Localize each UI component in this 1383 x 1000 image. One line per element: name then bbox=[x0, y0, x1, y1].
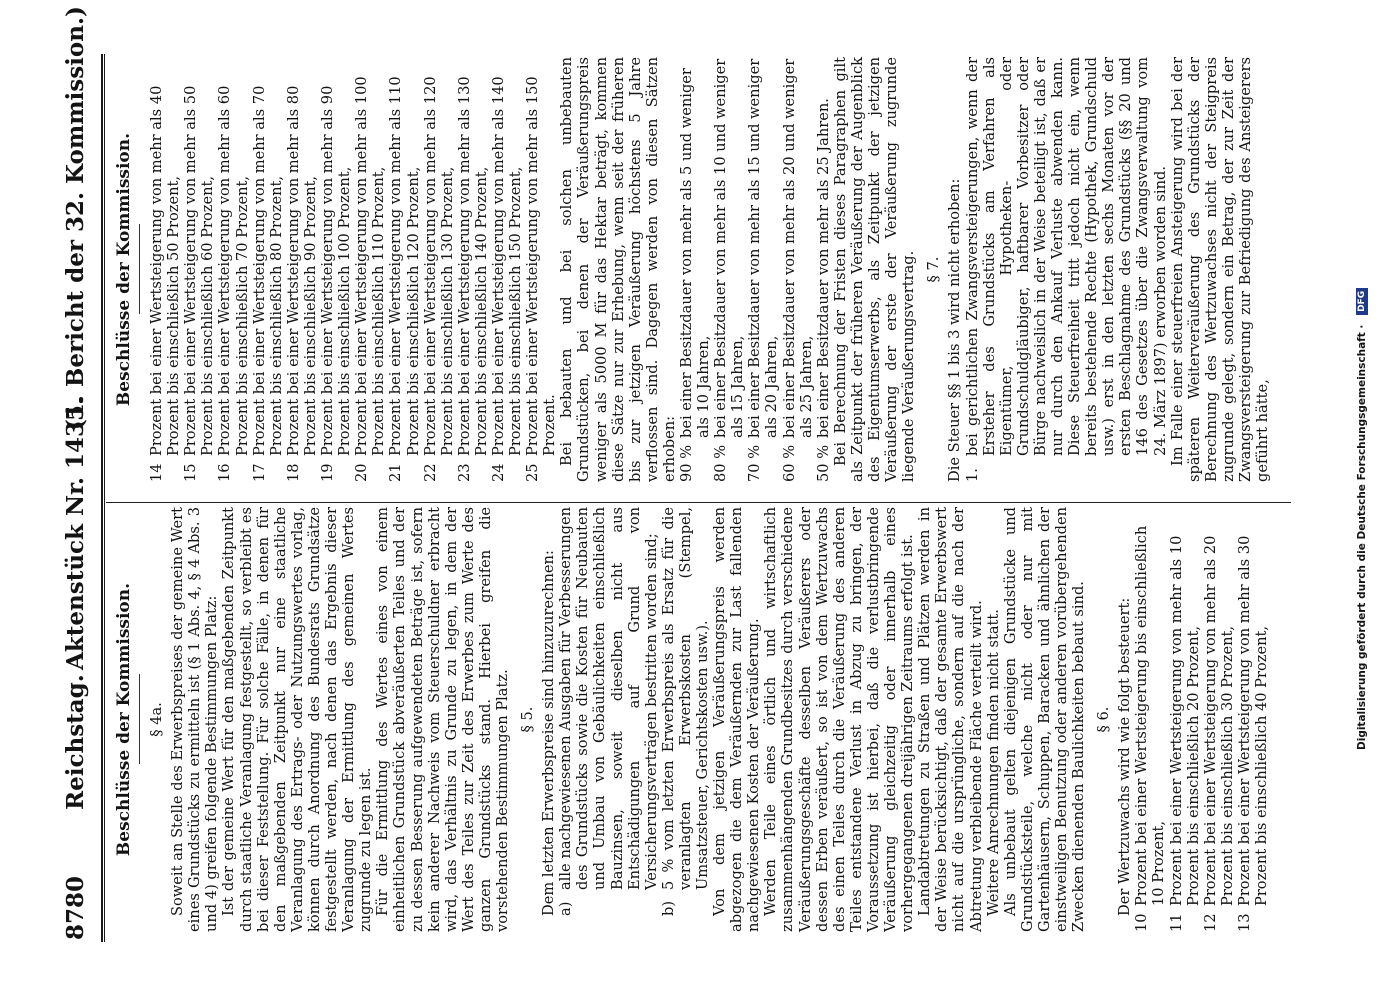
holding-text: bei einer Besitzdauer von mehr als 20 und weniger als 25 Jahren, bbox=[780, 58, 815, 438]
rate-number: 18 bbox=[284, 463, 302, 482]
list-text: alle nachgewiesenen Ausgaben für Verbesserungen des Grundstücks sowie die Kosten für Neubauten und Umbau von Gebäulichkeiten einschließlich Bauzinsen, soweit dieselben nicht aus Entschädigungen auf Grund von Versicherungsverträgen bestritten worden sind; bbox=[557, 507, 660, 890]
rate-number: 15 bbox=[182, 463, 200, 482]
list-label: 1. bbox=[963, 468, 981, 482]
holding-period-list bbox=[678, 57, 832, 482]
rate-text: Prozent bei einer Wertsteigerung von mehr als 40 Prozent bis einschließlich 50 Prozent, bbox=[148, 85, 183, 456]
rate-row bbox=[524, 57, 558, 482]
rate-text: Prozent bei einer Wertsteigerung von mehr als 90 Prozent bis einschließlich 100 Prozent, bbox=[319, 85, 354, 456]
rate-text: Prozent bei einer Wertsteigerung von mehr als 100 Prozent bis einschließlich 110 Prozent, bbox=[353, 76, 388, 456]
section-heading: § 6. bbox=[1095, 706, 1113, 733]
rate-number: 21 bbox=[387, 463, 405, 482]
paragraph: Für die Ermittlung des Wertes eines von einem einheitlichen Grundstück abveräußerten Teiles und der zu dessen Besserung aufgewendeten Beträge ist, sofern kein anderer Nachweis vom Steuerschuldner erbracht wird, das Verhältnis zu Grunde zu legen, in dem der Wert des Teiles zur Zeit des Erwerbes zum Werte des ganzen Grundstücks stand. Hierbei greifen die vorstehenden Bestimmungen Platz. bbox=[374, 507, 511, 932]
column-divider bbox=[106, 502, 1291, 503]
rate-number: 19 bbox=[319, 463, 337, 482]
paragraph: Weitere Anrechnungen finden nicht statt. bbox=[984, 609, 1002, 916]
holding-percent: 90 % bbox=[678, 444, 695, 482]
paragraph: Werden Teile eines örtlich und wirtschaftlich zusammenhängenden Grundbesitzes durch verschiedene Veräußerungsgeschäfte desselben Veräußerers oder dessen Erben veräußert, so ist von dem Wertzuwachs des einen Teiles durch die Veräußerung des anderen Teiles entstandene Verlust in Abzug zu bringen, der Voraussetzung ist hierbei, daß die verlustbringende Veräußerung gleichzeitig oder innerhalb eines vorhergegangenen dreijährigen Zeitraums erfolgt ist. bbox=[762, 507, 917, 932]
holding-period-row bbox=[815, 57, 832, 482]
paragraph: Bei bebauten und bei solchen unbebauten Grundstücken, bei denen der Veräußerungspreis weniger als 5000 M für das Hektar beträgt, kommen diese Sätze nur zur Erhebung, wenn seit der früheren bis zur jetzigen Veräußerung höchstens 5 Jahre verflossen sind. Dagegen werden von diesen Sätzen erhoben: bbox=[558, 57, 678, 482]
rate-number: 22 bbox=[421, 463, 439, 482]
rate-text: Prozent bei einer Wertsteigerung von mehr als 80 Prozent bis einschließlich 90 Prozent, bbox=[284, 85, 319, 456]
rate-row bbox=[182, 57, 216, 482]
rate-row bbox=[387, 57, 421, 482]
left-column-heading: Beschlüsse der Kommission. bbox=[114, 582, 134, 857]
list-item bbox=[964, 57, 1169, 482]
heading-rule bbox=[139, 675, 140, 765]
credit-text: Digitalisierung gefördert durch die Deutsche Forschungsgemeinschaft · bbox=[1356, 324, 1368, 750]
rate-text: Prozent bei einer Wertsteigerung von mehr als 50 Prozent bis einschließlich 60 Prozent, bbox=[182, 85, 217, 456]
list-label: b) bbox=[659, 900, 677, 916]
list-label: a) bbox=[557, 901, 575, 916]
paragraph: Soweit an Stelle des Erwerbspreises der gemeine Wert eines Grundstücks zu ermitteln ist (§ 1 Abs. 4, § 4 Abs. 3 und 4) greifen folgende Bestimmungen Platz: bbox=[169, 507, 221, 932]
holding-text: bei einer Besitzdauer von mehr als 5 und weniger als 10 Jahren, bbox=[678, 68, 713, 438]
rate-text: Prozent bei einer Wertsteigerung von mehr als 60 Prozent bis einschließlich 70 Prozent, bbox=[216, 85, 251, 456]
paragraph: Im Falle einer steuerfreien Ansteigerung wird bei der späteren Weiterveräußerung des Grundstücks der Berechnung des Wertzuwachses nicht der Steigpreis zugrunde gelegt, sondern ein Betrag, der zur Zeit der Zwangsversteigerung zur Befriedigung des Ansteigerers geführt hätte, bbox=[1168, 57, 1272, 482]
list-item bbox=[660, 507, 711, 932]
holding-text: bei einer Besitzdauer von mehr als 10 und weniger als 15 Jahren, bbox=[712, 58, 747, 438]
rate-number: 12 bbox=[1201, 913, 1219, 932]
rate-row bbox=[285, 57, 319, 482]
heading-rule bbox=[139, 225, 140, 315]
page-number: 8780 bbox=[62, 875, 89, 940]
rate-row bbox=[251, 57, 285, 482]
rate-row bbox=[216, 57, 250, 482]
list-item bbox=[557, 507, 660, 932]
rate-text: Prozent bei einer Wertsteigerung von mehr als 20 Prozent bis einschließlich 30 Prozent, bbox=[1201, 535, 1236, 906]
holding-period-row bbox=[678, 57, 712, 482]
list-text: 5 % vom letzten Erwerbspreis als Ersatz für die veranlagten Erwerbskosten (Stempel, Umsatzsteuer, Gerichtskosten usw.). bbox=[659, 507, 711, 890]
rate-row bbox=[1133, 507, 1167, 932]
rate-text: Prozent bei einer Wertsteigerung von mehr als 110 Prozent bis einschließlich 120 Prozent, bbox=[387, 76, 422, 456]
rate-row bbox=[319, 57, 353, 482]
paragraph: Bei Berechnung der Fristen dieses Paragraphen gilt als Zeitpunkt der früheren Veräußerung der Augenblick des Eigentumserwerbs, als Zeitpunkt der jetzigen Veräußerung der erste der Veräußerung zugrunde liegende Veräußerungsvertrag. bbox=[831, 57, 918, 482]
dfg-logo: DFG bbox=[1356, 288, 1368, 315]
holding-percent: 70 % bbox=[746, 444, 764, 482]
holding-period-row bbox=[712, 57, 746, 482]
paragraph: Ist der gemeine Wert für den maßgebenden Zeitpunkt durch staatliche Veranlagung festgestellt, so verbleibt es bei dieser Feststellung. Für solche Fälle, in denen für den maßgebenden Zeitpunkt nur eine staatliche Veranlagung des Ertrags- oder Nutzungswertes vorlag, können durch Anordnung des Bundesrats Grundsätze festgestellt werden, nach denen das Ergebnis dieser Veranlagung der Ermittlung des gemeinen Wertes zugrunde zu legen ist. bbox=[220, 507, 375, 932]
right-column-heading: Beschlüsse der Kommission. bbox=[114, 132, 134, 407]
rate-number: 23 bbox=[455, 463, 473, 482]
rate-text: Prozent bei einer Wertsteigerung von mehr als 150 Prozent. bbox=[524, 76, 559, 456]
rate-number: 24 bbox=[489, 463, 507, 482]
header-center: Aktenstück Nr. 1435. bbox=[62, 396, 89, 670]
rate-row bbox=[1202, 507, 1236, 932]
paragraph: Als unbebaut gelten diejenigen Grundstücke und Grundstücksteile, welche nicht oder nur mit Gartenhäusern, Schuppen, Baracken und ähnlichen der einstweiligen Benutzung oder anderen vorübergehenden Zwecken dienenden Baulichkeiten bebaut sind. bbox=[1001, 507, 1088, 932]
paragraph: Die Steuer §§ 1 bis 3 wird nicht erhoben: bbox=[946, 178, 964, 482]
rate-row bbox=[1168, 507, 1202, 932]
rate-row bbox=[148, 57, 182, 482]
rate-number: 14 bbox=[148, 463, 166, 482]
page-header bbox=[62, 6, 102, 940]
holding-text: bei einer Besitzdauer von mehr als 25 Jahren. bbox=[814, 98, 832, 438]
rate-row bbox=[490, 57, 524, 482]
rate-row bbox=[422, 57, 456, 482]
header-left: Reichstag. bbox=[62, 674, 89, 810]
rate-list bbox=[148, 57, 558, 482]
rate-row bbox=[1236, 507, 1270, 932]
digitization-credit bbox=[1356, 288, 1368, 750]
paragraph: Von dem jetzigen Veräußerungspreis werden abgezogen die dem Veräußernden zur Last fallenden nachgewiesenen Kosten der Veräußerung. bbox=[711, 507, 763, 932]
rate-number: 16 bbox=[216, 463, 234, 482]
rate-number: 25 bbox=[524, 463, 542, 482]
holding-text: bei einer Besitzdauer von mehr als 15 und weniger als 20 Jahren, bbox=[746, 58, 781, 438]
holding-percent: 80 % bbox=[712, 444, 730, 482]
section-heading: § 4a. bbox=[148, 702, 166, 737]
list-text: bei gerichtlichen Zwangsversteigerungen, wenn der Ersteher des Grundstücks am Verfahren als Eigentümer, Hypotheken- oder Grundschuldgläubiger, haftbarer Vorbesitzer oder Bürge nachweislich in der Weise beteiligt ist, daß er nur durch den Ankauf Verluste abwenden kann. Diese Steuerfreiheit tritt jedoch nicht ein, wenn bereits bestehende Rechte (Hypothek, Grundschuld usw.) erst in den letzten sechs Monaten vor der ersten Beschlagnahme des Grundstücks (§§ 20 und 146 des Gesetzes über die Zwangsverwaltung vom 24. März 1897) erworben worden sind. bbox=[963, 57, 1169, 456]
section-heading: § 7. bbox=[925, 256, 943, 283]
rate-text: Prozent bei einer Wertsteigerung von mehr als 30 Prozent bis einschließlich 40 Prozent, bbox=[1235, 535, 1270, 906]
rate-row bbox=[353, 57, 387, 482]
header-rule bbox=[101, 54, 103, 942]
rate-number: 11 bbox=[1167, 913, 1185, 932]
rate-text: Prozent bei einer Wertsteigerung von mehr als 120 Prozent bis einschließlich 130 Prozent, bbox=[421, 76, 456, 456]
rate-number: 10 bbox=[1133, 913, 1151, 932]
rate-number: 17 bbox=[250, 463, 268, 482]
holding-period-row bbox=[781, 57, 815, 482]
rate-number: 20 bbox=[353, 463, 371, 482]
holding-percent: 50 % bbox=[814, 444, 832, 482]
left-column bbox=[116, 507, 1270, 932]
rate-text: Prozent bei einer Wertsteigerung bis einschließlich 10 Prozent, bbox=[1133, 525, 1168, 906]
rate-text: Prozent bei einer Wertsteigerung von mehr als 130 Prozent bis einschließlich 140 Prozent, bbox=[455, 76, 490, 456]
holding-period-row bbox=[746, 57, 780, 482]
holding-percent: 60 % bbox=[780, 444, 798, 482]
right-column bbox=[116, 57, 1271, 482]
header-rule-thin bbox=[104, 54, 105, 942]
paragraph: Dem letzten Erwerbspreise sind hinzuzurechnen: bbox=[540, 550, 558, 916]
rate-text: Prozent bei einer Wertsteigerung von mehr als 10 Prozent bis einschließlich 20 Prozent, bbox=[1167, 535, 1202, 906]
rate-text: Prozent bei einer Wertsteigerung von mehr als 140 Prozent bis einschließlich 150 Prozent, bbox=[489, 76, 525, 456]
rate-row bbox=[456, 57, 490, 482]
section-heading: § 5. bbox=[519, 706, 537, 733]
rate-number: 13 bbox=[1235, 913, 1253, 932]
header-right: (1. Bericht der 32. Kommission.) bbox=[62, 6, 89, 430]
rate-list bbox=[1133, 507, 1270, 932]
rate-text: Prozent bei einer Wertsteigerung von mehr als 70 Prozent bis einschließlich 80 Prozent, bbox=[250, 85, 285, 456]
paragraph: Landabtretungen zu Straßen und Plätzen werden in der Weise berücksichtigt, daß der gesamte Erwerbswert nicht auf die ursprüngliche, sondern auf die nach der Abtretung verbleibende Fläche verteilt wird. bbox=[916, 507, 985, 932]
paragraph: Der Wertzuwachs wird wie folgt besteuert: bbox=[1116, 597, 1134, 916]
